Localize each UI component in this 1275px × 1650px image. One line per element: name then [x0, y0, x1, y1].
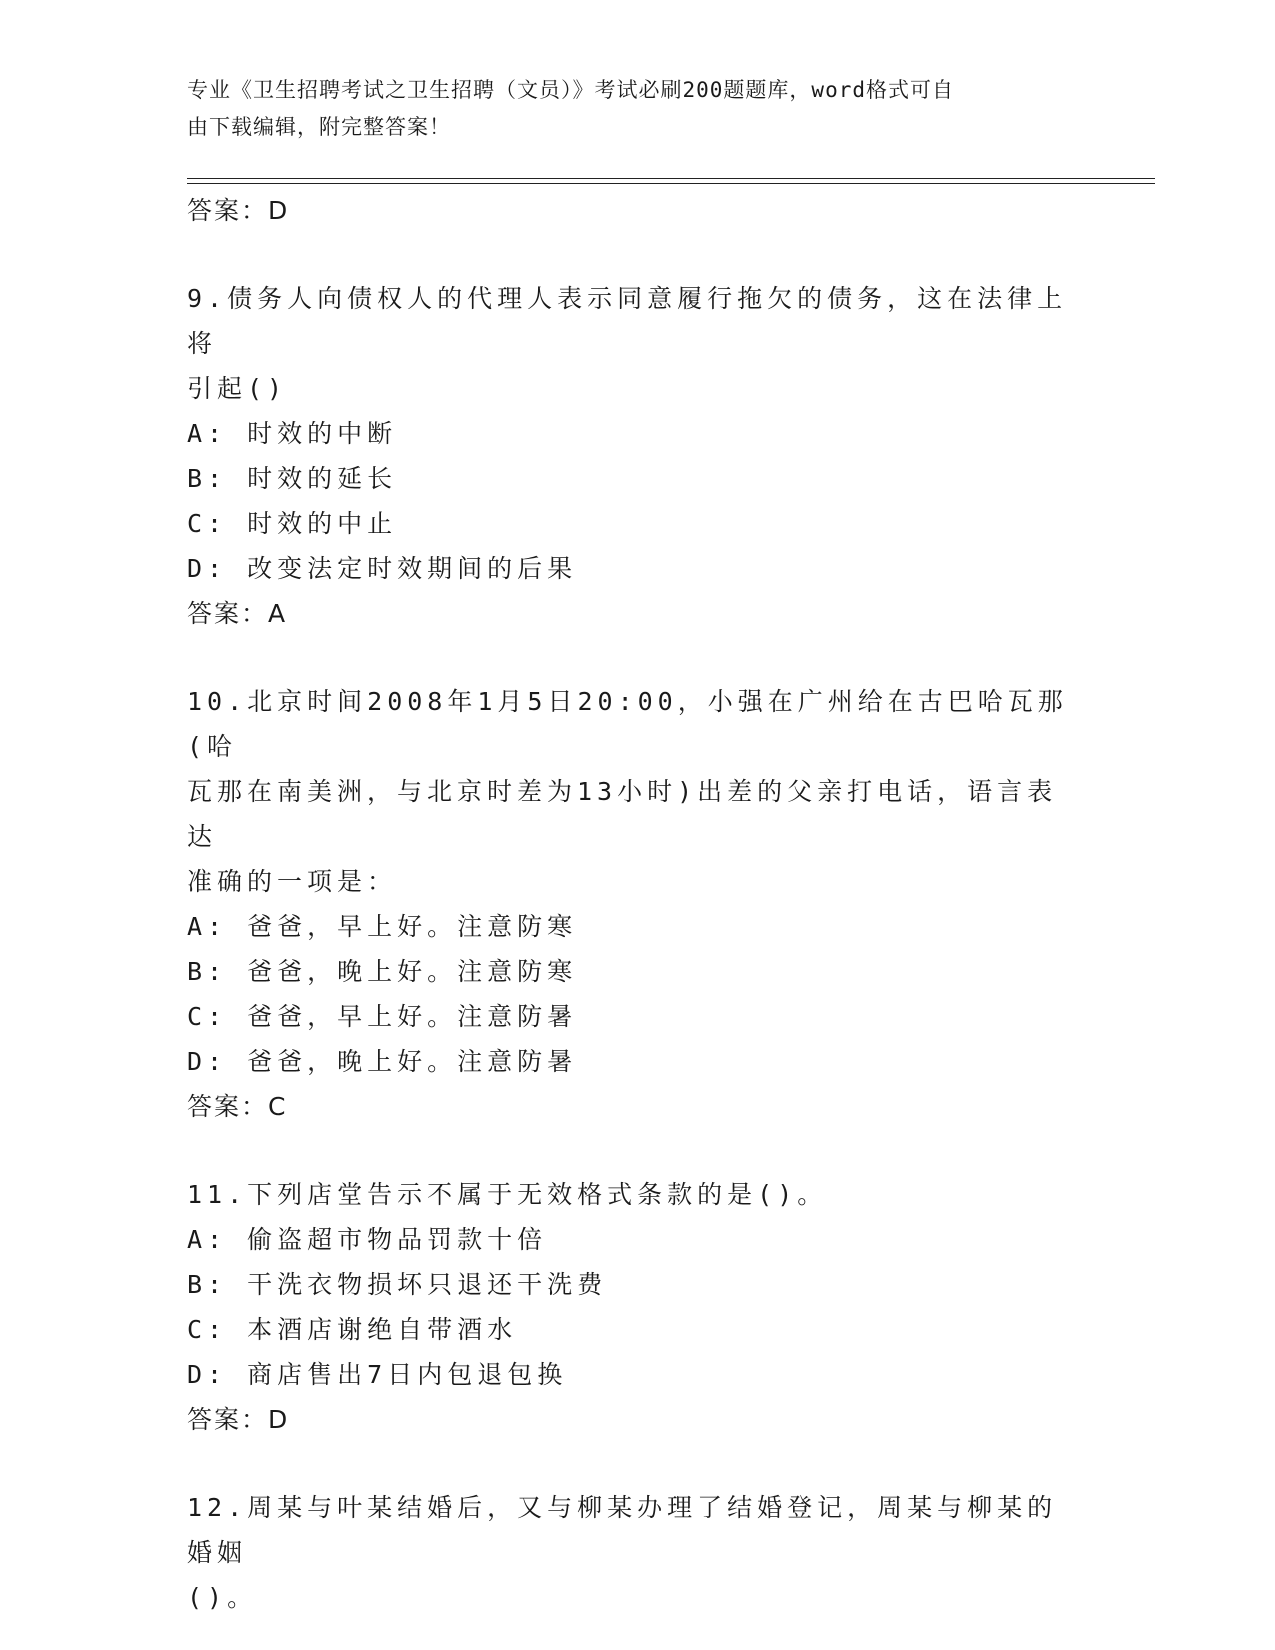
option-d: D: 改变法定时效期间的后果 — [187, 554, 578, 583]
question-text: 9.债务人向债权人的代理人表示同意履行拖欠的债务，这在法律上将 — [187, 284, 1068, 358]
option-b: B: 干洗衣物损坏只退还干洗费 — [187, 1270, 608, 1299]
option-a: A: 爸爸，早上好。注意防寒 — [187, 912, 578, 941]
question-block-9 — [187, 276, 1087, 637]
option-a: A: 时效的中断 — [187, 419, 398, 448]
question-text: 12.周某与叶某结婚后，又与柳某办理了结婚登记，周某与柳某的婚姻 — [187, 1493, 1058, 1567]
option-b: B: 爸爸，晚上好。注意防寒 — [187, 957, 578, 986]
option-c: C: 本酒店谢绝自带酒水 — [187, 1315, 518, 1344]
document-header — [187, 72, 1067, 146]
option-c: C: 爸爸，早上好。注意防暑 — [187, 1002, 578, 1031]
option-b: B: 时效的延长 — [187, 464, 398, 493]
question-text: ()。 — [187, 1583, 258, 1612]
previous-answer: 答案：D — [187, 196, 290, 225]
question-text: 10.北京时间2008年1月5日20:00，小强在广州给在古巴哈瓦那(哈 — [187, 687, 1068, 761]
spacer — [187, 1443, 1087, 1485]
option-d: D: 商店售出7日内包退包换 — [187, 1360, 568, 1389]
option-c: C: 时效的中止 — [187, 509, 398, 538]
question-text: 准确的一项是： — [187, 867, 398, 896]
option-d: D: 爸爸，晚上好。注意防暑 — [187, 1047, 578, 1076]
document-body — [187, 188, 1087, 1620]
question-block-12 — [187, 1485, 1087, 1620]
spacer — [187, 234, 1087, 276]
option-a: A: 偷盗超市物品罚款十倍 — [187, 1225, 548, 1254]
question-text: 11.下列店堂告示不属于无效格式条款的是()。 — [187, 1180, 828, 1209]
question-text: 瓦那在南美洲，与北京时差为13小时)出差的父亲打电话，语言表达 — [187, 777, 1058, 851]
header-divider-top — [187, 178, 1155, 179]
spacer — [187, 1130, 1087, 1172]
question-block-11 — [187, 1172, 1087, 1443]
question-answer: 答案：C — [187, 1092, 288, 1121]
spacer — [187, 637, 1087, 679]
question-block-10 — [187, 679, 1087, 1130]
header-line-2: 由下载编辑，附完整答案！ — [187, 115, 451, 139]
question-text: 引起() — [187, 374, 288, 403]
question-answer: 答案：D — [187, 1405, 290, 1434]
header-divider-bottom — [187, 183, 1155, 184]
question-answer: 答案：A — [187, 599, 288, 628]
header-line-1: 专业《卫生招聘考试之卫生招聘（文员）》考试必刷200题题库，word格式可自 — [187, 78, 954, 102]
